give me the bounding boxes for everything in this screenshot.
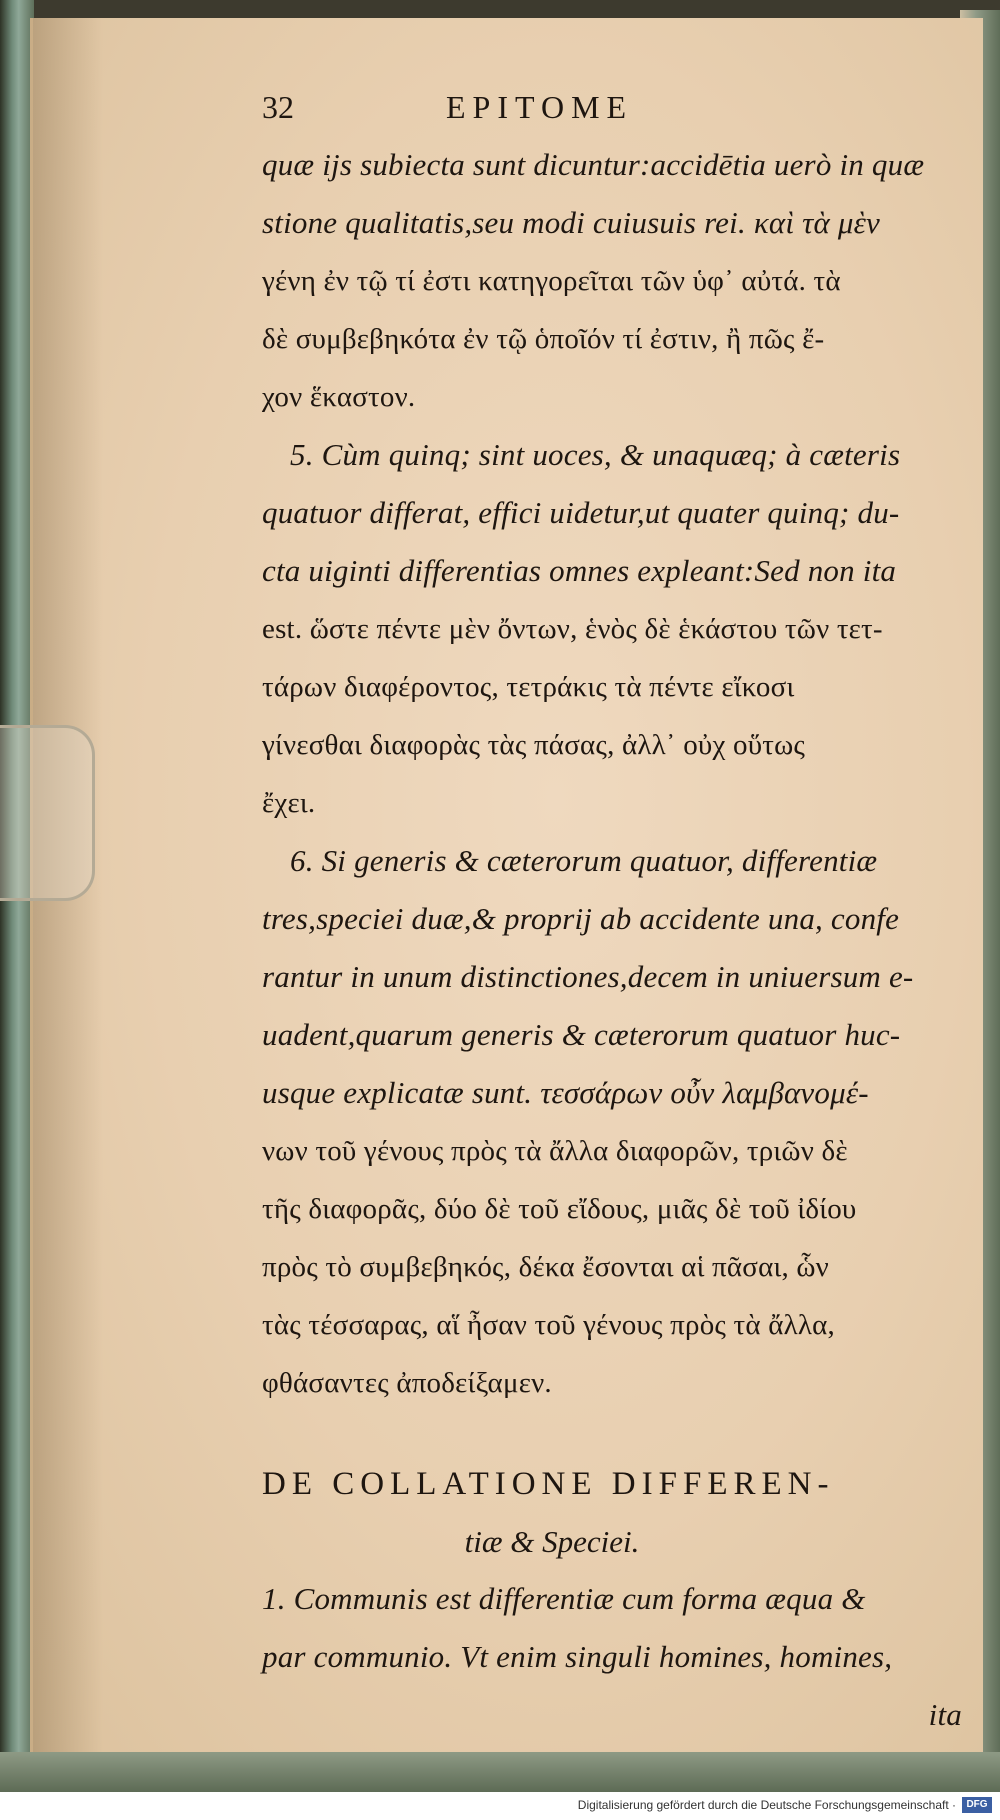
book-spine [0,0,34,1820]
catchword: ita [928,1697,962,1732]
text-line: tres,speciei duæ,& proprij ab accidente una, confe [262,901,900,936]
credit-text: Digitalisierung gefördert durch die Deutsche Forschungsgemeinschaft · [577,1798,956,1812]
text-line-greek: τὰς τέσσαρας, αἵ ἦσαν τοῦ γένους πρὸς τὰ ἄλλα, [262,1309,835,1341]
text-line-greek: φθάσαντες ἀποδείξαμεν. [262,1367,552,1399]
text-line: par communio. Vt enim singuli homines, homines, [262,1639,893,1674]
dfg-logo-icon: DFG [962,1797,992,1813]
running-head: EPITOME [446,89,634,125]
text-line: uadent,quarum generis & cæterorum quatuor huc- [262,1017,901,1052]
section-subtitle: tiæ & Speciei. [464,1524,640,1559]
text-line-greek: τῆς διαφορᾶς, δύο δὲ τοῦ εἴδους, μιᾶς δὲ τοῦ ἰδίου [262,1193,857,1225]
text-line: rantur in unum distinctiones,decem in uniuersum e- [262,959,914,994]
page-number: 32 [262,89,294,125]
text-line-greek: est. ὥστε πέντε μὲν ὄντων, ἑνὸς δὲ ἑκάστου τῶν τετ- [262,613,883,645]
paragraph-5-start: 5. Cùm quinq; sint uoces, & unaquæq; à cæteris [290,437,901,472]
page-clip [0,725,95,901]
text-line: usque explicatæ sunt. τεσσάρων οὖν λαμβανομέ- [262,1075,869,1110]
text-line-greek: νων τοῦ γένους πρὸς τὰ ἄλλα διαφορῶν, τριῶν δὲ [262,1135,848,1167]
text-line-greek: χον ἕκαστον. [262,381,416,413]
text-line: cta uiginti differentias omnes expleant:Sed non ita [262,553,897,588]
credit-bar [0,1792,1000,1820]
text-line-greek: πρὸς τὸ συμβεβηκός, δέκα ἔσονται αἱ πᾶσαι, ὧν [262,1251,829,1283]
section-paragraph-1-start: 1. Communis est differentiæ cum forma æqua & [262,1581,866,1616]
text-line: stione qualitatis,seu modi cuiusuis rei. καὶ τὰ μὲν [262,205,881,240]
text-line-greek: ἔχει. [262,787,316,819]
page-bottom-edge [0,1752,1000,1792]
text-line: quatuor differat, effici uidetur,ut quater quinq; du- [262,495,900,530]
text-line-greek: γένη ἐν τῷ τί ἐστι κατηγορεῖται τῶν ὑφ᾽ αὐτά. τὰ [262,265,841,297]
section-title: DE COLLATIONE DIFFEREN- [262,1466,835,1502]
section-gap [262,1412,962,1454]
text-line-greek: δὲ συμβεβηκότα ἐν τῷ ὁποῖόν τί ἐστιν, ἢ πῶς ἔ- [262,323,825,355]
paragraph-6-start: 6. Si generis & cæterorum quatuor, differentiæ [290,843,878,878]
text-line: quæ ijs subiecta sunt dicuntur:accidētia uerò in quæ [262,147,925,182]
text-line-greek: γίνεσθαι διαφορὰς τὰς πάσας, ἀλλ᾽ οὐχ οὕτως [262,729,806,761]
page-header [262,78,962,136]
page-text [262,78,962,1744]
text-line-greek: τάρων διαφέροντος, τετράκις τὰ πέντε εἴκοσι [262,671,795,703]
